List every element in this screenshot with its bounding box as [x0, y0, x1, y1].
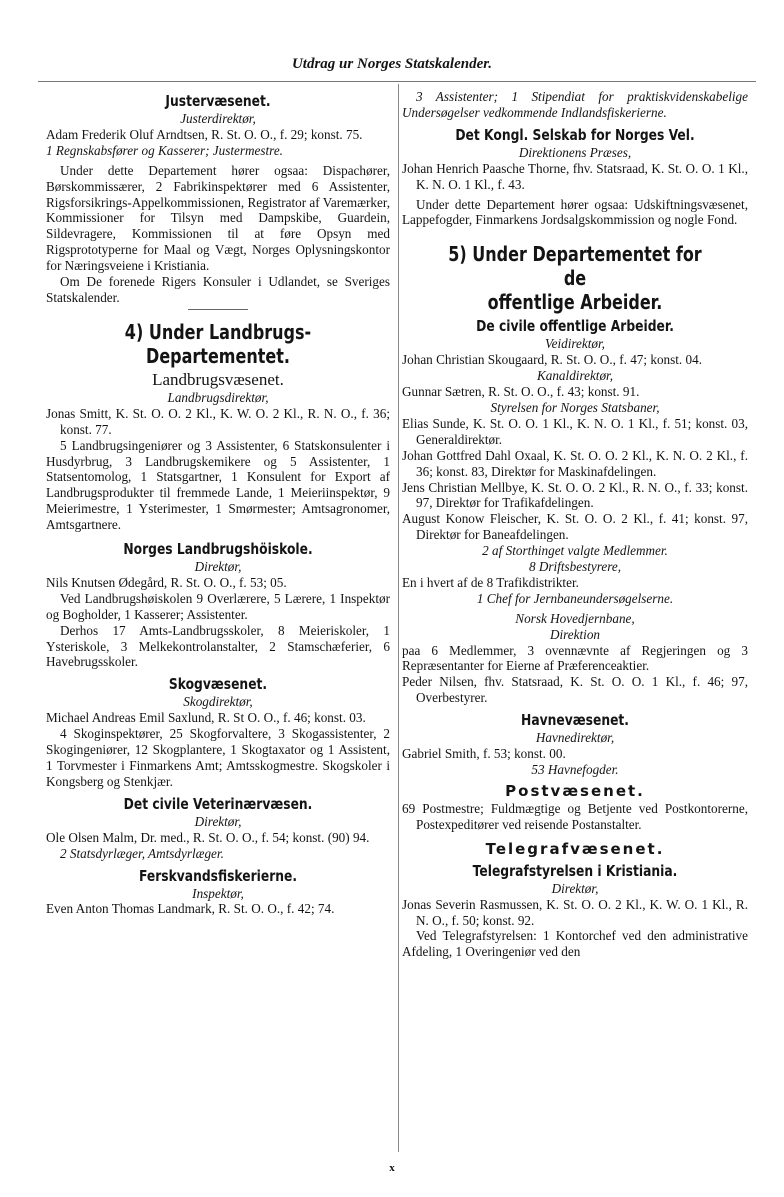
- heading-arbeider-dept-line2: offentlige Arbeider.: [487, 290, 663, 315]
- role: Direktionens Præses,: [518, 144, 632, 160]
- staff-paragraph: Ved Landbrugshøiskolen 9 Overlærere, 5 Lærere, 1 Inspektør og Bogholder, 1 Kasserer; Assistenter.: [46, 590, 390, 622]
- continued-paragraph: 3 Assistenter; 1 Stipendiat for praktiskvidenskabelige Undersøgelser vedkommende Indlandsfiskerierne.: [402, 89, 748, 120]
- om-paragraph: Om De forenede Rigers Konsuler i Udlandet, se Sveriges Statskalender.: [46, 274, 390, 305]
- right-column: [402, 89, 748, 960]
- heading-post: Postvæsenet.: [505, 781, 645, 800]
- entry: Even Anton Thomas Landmark, R. St. O. O., f. 42; 74.: [46, 901, 335, 917]
- heading-justervaesenet: Justervæsenet.: [165, 92, 271, 110]
- under-paragraph: Under dette Departement hører ogsaa: Dispachører, Børskommissærer, 2 Fabrikinspektører med 6 Assistenter, Rigsforsikrings-Appelkommissionen, Registrator af Varemærker, Kommissioner for Tilsyn med Dampskibe, Guardein, Sildevragere, Kommissionen til at føre Opsyn med Rigsprototyperne for Maal og Vægt, Norges Oplysningskontor for Næringsveiene i Kristiania.: [46, 162, 390, 274]
- entry: August Konow Fleischer, K. St. O. O. 2 Kl., f. 41; konst. 97, Direktør for Baneafdelingen.: [402, 511, 748, 543]
- column-rule: [398, 84, 399, 1152]
- role: 1 Chef for Jernbaneundersøgelserne.: [476, 590, 674, 606]
- entry: En i hvert af de 8 Trafikdistrikter.: [402, 574, 579, 590]
- entry: Elias Sunde, K. St. O. O. 1 Kl., K. N. O. 1 Kl., f. 51; konst. 03, Generaldirektør.: [402, 415, 748, 447]
- entry: Peder Nilsen, fhv. Statsraad, K. St. O. O. 1 Kl., f. 46; 97, Overbestyrer.: [402, 674, 748, 706]
- entry: Jonas Severin Rasmussen, K. St. O. O. 2 Kl., K. W. O. 1 Kl., R. N. O., f. 50; konst. 92.: [402, 896, 748, 928]
- role: Direktør,: [551, 880, 599, 896]
- role: Havnedirektør,: [535, 730, 615, 746]
- staff-paragraph: 4 Skoginspektører, 25 Skogforvaltere, 3 Skogassistenter, 2 Skogingeniører, 12 Skogplantere, 1 Skogtaxator og 1 Assistent, 1 Torvmester i Finmarkens Amt; Amtsskogmestre. Skogskoler i Kongsberg og Stenkjær.: [46, 726, 390, 789]
- heading-hoiskole: Norges Landbrugshöiskole.: [123, 540, 313, 559]
- staff-paragraph: 2 Statsdyrlæger, Amtsdyrlæger.: [60, 845, 224, 861]
- left-column: [46, 89, 390, 917]
- subheading-civile-arbeider: De civile offentlige Arbeider.: [476, 317, 674, 336]
- role: Direktør,: [194, 813, 242, 829]
- heading-selskab: Det Kongl. Selskab for Norges Vel.: [455, 125, 695, 144]
- role: Skogdirektør,: [183, 694, 253, 710]
- heading-skog: Skogvæsenet.: [168, 675, 268, 694]
- entry: Gunnar Sætren, R. St. O. O., f. 43; konst. 91.: [402, 384, 640, 400]
- entry: Johan Christian Skougaard, R. St. O. O., f. 47; konst. 04.: [402, 352, 703, 368]
- under-paragraph: Under dette Departement hører ogsaa: Udskiftningsvæsenet, Lappefogder, Finmarkens Jordsalgskommission og nogle Fond.: [402, 196, 748, 228]
- subheading-landbrugsvaesenet: Landbrugsvæsenet.: [152, 369, 284, 389]
- entry: Gabriel Smith, f. 53; konst. 00.: [402, 746, 566, 762]
- entry: Jens Christian Mellbye, K. St. O. O. 2 Kl., R. N. O., f. 33; konst. 97, Direktør for Trafikafdelingen.: [402, 479, 748, 511]
- role: 8 Driftsbestyrere,: [528, 559, 622, 575]
- entry: Ole Olsen Malm, Dr. med., R. St. O. O., f. 54; konst. (90) 94.: [46, 829, 370, 845]
- entry: Nils Knutsen Ødegård, R. St. O. O., f. 53; 05.: [46, 574, 287, 590]
- heading-landbrug-dept: 4) Under Landbrugs-Departementet.: [124, 319, 312, 368]
- entry: Adam Frederik Oluf Arndtsen, R. St. O. O., f. 29; konst. 75.: [46, 126, 363, 142]
- subheading-telegrafstyrelsen: Telegrafstyrelsen i Kristiania.: [472, 861, 678, 880]
- role: Veidirektør,: [545, 336, 605, 352]
- entry: Jonas Smitt, K. St. O. O. 2 Kl., K. W. O. 2 Kl., R. N. O., f. 36; konst. 77.: [46, 405, 390, 437]
- heading-telegraf: Telegrafvæsenet.: [485, 839, 665, 858]
- role: Landbrugsdirektør,: [167, 389, 269, 405]
- derhos-paragraph: Derhos 17 Amts-Landbrugsskoler, 8 Meieriskoler, 1 Ysteriskole, 3 Melkekontrolanstalter, 2 Stamschæferier, 6 Havebrugsskoler.: [46, 622, 390, 670]
- role: Direktør,: [194, 559, 242, 575]
- role: 2 af Storthinget valgte Medlemmer.: [482, 543, 668, 559]
- role: Justerdirektør,: [180, 111, 256, 126]
- entry: paa 6 Medlemmer, 3 ovennævnte af Regjeringen og 3 Repræsentanter for Eierne af Præferenceaktier.: [402, 642, 748, 674]
- heading-arbeider-dept-line1: 5) Under Departementet for de: [448, 242, 702, 291]
- running-head: Utdrag ur Norges Statskalender.: [291, 56, 493, 72]
- staff-paragraph: 69 Postmestre; Fuldmægtige og Betjente ved Postkontorerne, Postexpeditører ved reisende Postanstalter.: [402, 800, 748, 832]
- heading-veterinaer: Det civile Veterinærvæsen.: [123, 794, 313, 813]
- separator: [188, 309, 248, 310]
- heading-ferskvand: Ferskvandsfiskerierne.: [138, 866, 298, 885]
- role: Kanaldirektør,: [536, 368, 614, 384]
- entry: Johan Gottfred Dahl Oxaal, K. St. O. O. 2 Kl., K. N. O. 2 Kl., f. 36; konst. 83, Direktør for Maskinafdelingen.: [402, 447, 748, 479]
- role: Norsk Hovedjernbane,: [515, 610, 635, 626]
- staff-line: 1 Regnskabsfører og Kasserer; Justermestre.: [46, 142, 283, 158]
- role: Styrelsen for Norges Statsbaner,: [490, 399, 660, 415]
- entry: Michael Andreas Emil Saxlund, R. St O. O., f. 46; konst. 03.: [46, 710, 366, 726]
- entry: Johan Henrich Paasche Thorne, fhv. Statsraad, K. St. O. O. 1 Kl., K. N. O. 1 Kl., f. 43.: [402, 160, 748, 192]
- header-rule: [38, 81, 756, 82]
- role: Direktion: [549, 626, 601, 642]
- role: Inspektør,: [192, 885, 244, 901]
- staff-line: 53 Havnefogder.: [531, 762, 619, 777]
- staff-paragraph: Ved Telegrafstyrelsen: 1 Kontorchef ved den administrative Afdeling, 1 Overingeniør ved den: [402, 928, 748, 960]
- page-folio: x: [389, 1162, 395, 1174]
- heading-havne: Havnevæsenet.: [521, 711, 629, 730]
- staff-paragraph: 5 Landbrugsingeniører og 3 Assistenter, 6 Statskonsulenter i Husdyrbrug, 3 Landbrugskemikere og 5 Assistenter, 1 Statsentomolog, 1 Statsgartner, 1 Konsulent for Export af Landbrugsprodukter til fremmede Lande, 1 Meieriinspektør, 9 Meierimestre, 1 Ysterimester, 1 Smørmester; Amtsagronomer, Amtsgartnere.: [46, 437, 390, 533]
